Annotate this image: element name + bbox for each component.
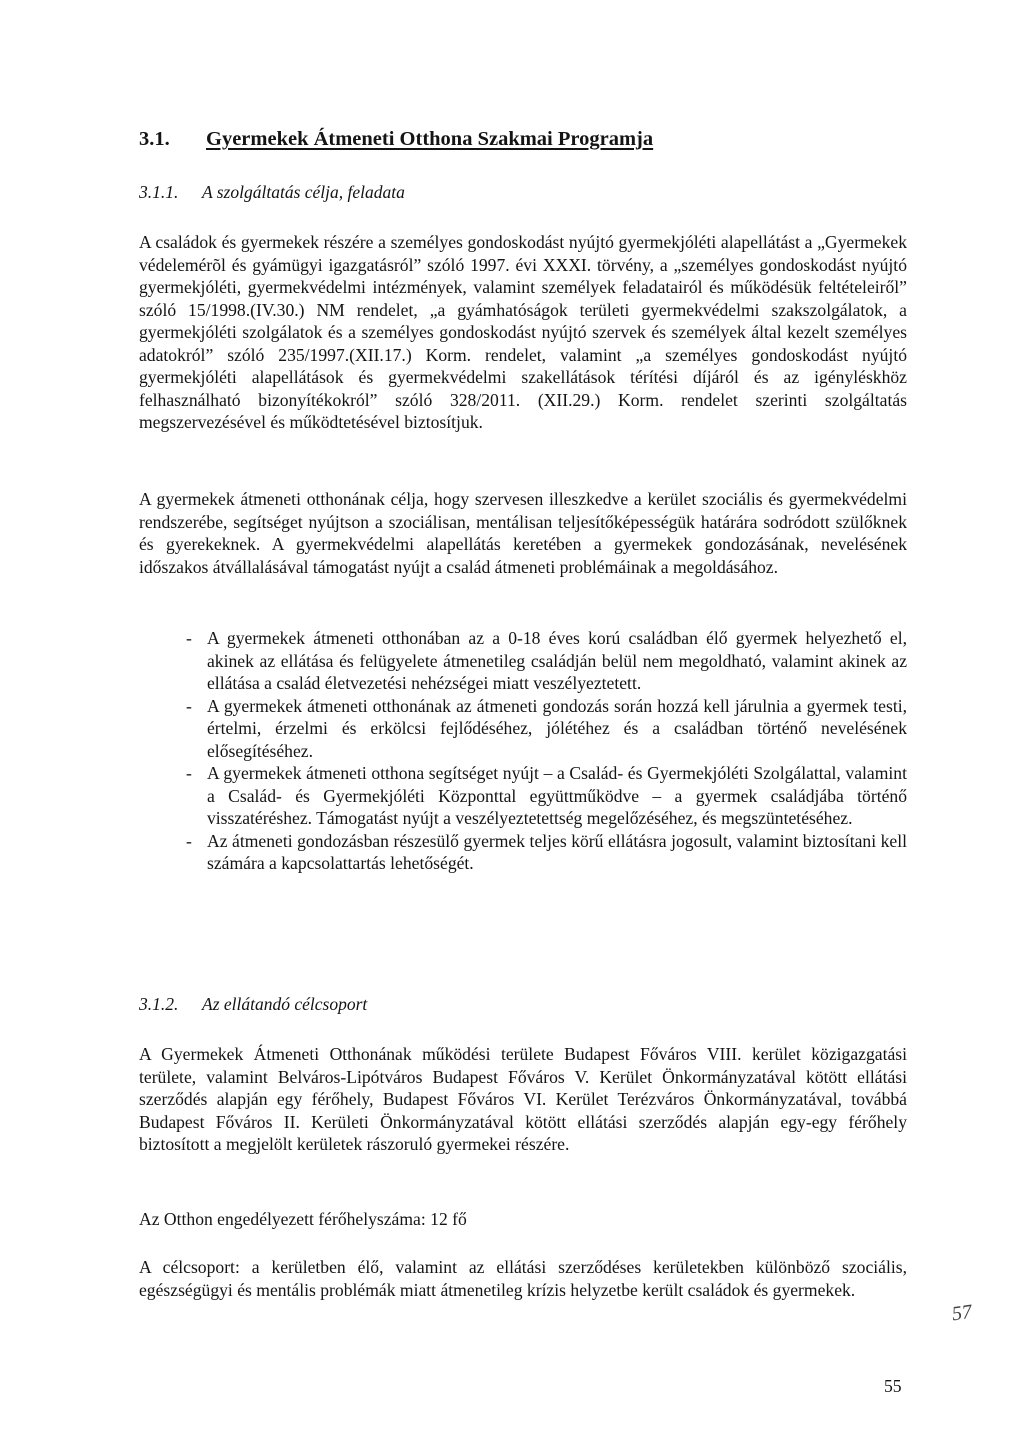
- tasks-list: [139, 627, 907, 875]
- paragraph-capacity: Az Otthon engedélyezett férőhelyszáma: 12 fő: [139, 1209, 467, 1229]
- section-number: 3.1.: [139, 128, 170, 150]
- paragraph-purpose: A gyermekek átmeneti otthonának célja, hogy szervesen illeszkedve a kerület szociális és gyermekvédelmi rendszerébe, segítséget nyújtson a szociálisan, mentálisan teljesítőképességük határára sodródott szülőknek és gyerekeknek. A gyermekvédelmi alapellátás keretében a gyermekek gondozásának, nevelésének időszakos átvállalásával támogatást nyújt a család átmeneti problémáinak a megoldásához.: [139, 489, 907, 577]
- section-heading: [139, 128, 653, 151]
- subsection-number-2: 3.1.2.: [139, 994, 179, 1014]
- subsection-title-2: Az ellátandó célcsoport: [202, 994, 368, 1014]
- bullet-dash: -: [186, 830, 192, 851]
- subsection-heading-2: [139, 994, 367, 1015]
- subsection-number-1: 3.1.1.: [139, 182, 179, 202]
- paragraph-legal-basis: A családok és gyermekek részére a személyes gondoskodást nyújtó gyermekjóléti alapellátást a „Gyermekek védelemérõl és gyámügyi igazgatásról” szóló 1997. évi XXXI. törvény, a „személyes gondoskodást nyújtó gyermekjóléti, gyermekvédelmi intézmények, valamint személyek feladatairól és működésük feltételeiről” szóló 15/1998.(IV.30.) NM rendelet, „a gyámhatóságok területi gyermekvédelmi szakszolgálatok, a gyermekjóléti szolgálatok és a személyes gondoskodást nyújtó szervek és személyek által kezelt személyes adatokról” szóló 235/1997.(XII.17.) Korm. rendelet, valamint „a személyes gondoskodást nyújtó gyermekjóléti alapellátások és gyermekvédelmi szakellátások térítési díjáról és az igényléskhöz felhasználható bizonyítékokról” szóló 328/2011. (XII.29.) Korm. rendelet szerinti szolgáltatás megszervezésével és működtetésével biztosítjuk.: [139, 232, 907, 432]
- list-item: - A gyermekek átmeneti otthona segítséget nyújt – a Család- és Gyermekjóléti Szolgálattal, valamint a Család- és Gyermekjóléti Központtal együttműködve – a gyermek családjába történő visszatéréshez. Támogatást nyújt a veszélyeztetettség megelőzéséhez, és megszüntetéséhez.: [186, 763, 907, 828]
- page-number: 55: [884, 1376, 902, 1396]
- bullet-dash: -: [186, 695, 192, 716]
- subsection-title-1: A szolgáltatás célja, feladata: [202, 182, 405, 202]
- paragraph-target-group: A célcsoport: a kerületben élő, valamint az ellátási szerződéses kerületekben különböző szociális, egészségügyi és mentális problémák miatt átmenetileg krízis helyzetbe került családok és gyermekek.: [139, 1257, 907, 1300]
- paragraph-service-area: A Gyermekek Átmeneti Otthonának működési területe Budapest Főváros VIII. kerület közigazgatási területe, valamint Belváros-Lipótváros Budapest Főváros V. Kerület Önkormányzatával kötött ellátási szerződés alapján egy férőhely, Budapest Főváros VI. Kerület Terézváros Önkormányzatával, továbbá Budapest Főváros II. Kerületi Önkormányzatával kötött ellátási szerződés alapján egy-egy férőhely biztosított a megjelölt kerületek rászoruló gyermekei részére.: [139, 1044, 907, 1154]
- list-item: - Az átmeneti gondozásban részesülő gyermek teljes körű ellátásra jogosult, valamint biztosítani kell számára a kapcsolattartás lehetőségét.: [186, 830, 907, 873]
- list-item: - A gyermekek átmeneti otthonában az a 0-18 éves korú családban élő gyermek helyezhető el, akinek az ellátása és felügyelete átmenetileg családján belül nem megoldható, valamint akinek az ellátása a család életvezetési nehézségei miatt veszélyeztetett.: [186, 628, 907, 693]
- subsection-heading-1: [139, 182, 405, 203]
- list-item: - A gyermekek átmeneti otthonának az átmeneti gondozás során hozzá kell járulnia a gyermek testi, értelmi, érzelmi és erkölcsi fejlődéséhez, jólétéhez és a családban történő nevelésének elősegítéséhez.: [186, 695, 907, 761]
- handwritten-page-note: 57: [950, 1300, 974, 1326]
- bullet-dash: -: [186, 763, 192, 783]
- bullet-dash: -: [186, 628, 192, 648]
- section-title: Gyermekek Átmeneti Otthona Szakmai Programja: [206, 128, 654, 150]
